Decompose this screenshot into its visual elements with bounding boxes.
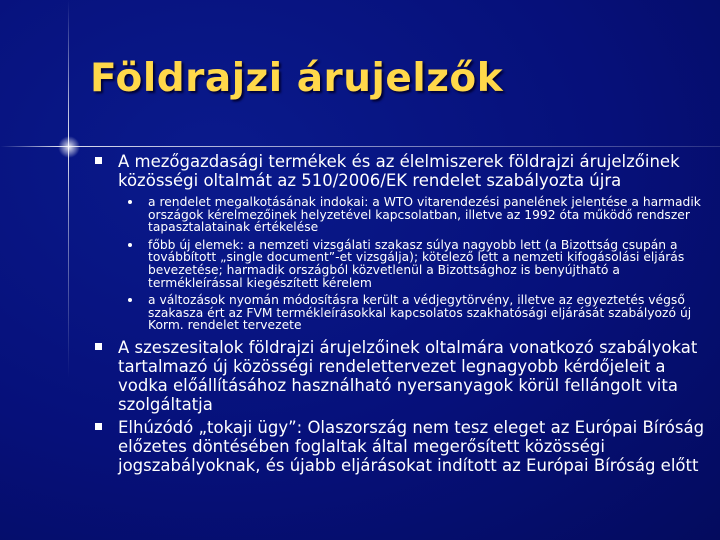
vertical-accent-line bbox=[68, 0, 69, 540]
cross-glow-decoration bbox=[58, 136, 80, 158]
bullet-3 bbox=[90, 418, 710, 475]
bullet-1-text: A mezőgazdasági termékek és az élelmiszerek földrajzi árujelzőinek közösségi oltalmát az 510/2006/EK rendelet szabályozta újra bbox=[118, 152, 680, 190]
bullet-1-subbullets bbox=[90, 196, 710, 332]
subbullet-2-text: főbb új elemek: a nemzeti vizsgálati szakasz súlya nagyobb lett (a Bizottság csupán a továbbított „single document”-et vizsgálja); kötelező lett a nemzeti kifogásolási eljárás bevezetése; harmadik országból közvetlenül a Bizottsághoz is benyújtható a termékleírással kiegészített kérelem bbox=[148, 237, 685, 290]
bullet-2-text: A szeszesitalok földrajzi árujelzőinek oltalmára vonatkozó szabályokat tartalmazó új közösségi rendelettervezet legnagyobb kérdőjeleit a vodka előállításához használható nyersanyagok körül fellángolt vita szolgáltatja bbox=[118, 337, 698, 414]
dot-bullet-icon bbox=[128, 200, 132, 204]
square-bullet-icon bbox=[95, 423, 102, 430]
dot-bullet-icon bbox=[128, 298, 132, 302]
slide-title: Földrajzi árujelzők bbox=[90, 56, 504, 101]
dot-bullet-icon bbox=[128, 243, 132, 247]
slide-content bbox=[90, 152, 710, 479]
subbullet-1 bbox=[90, 196, 710, 234]
horizontal-divider-line bbox=[0, 146, 720, 147]
bullet-1 bbox=[90, 152, 710, 190]
subbullet-3-text: a változások nyomán módosításra került a védjegytörvény, illetve az egyeztetés végső szakasza ért az FVM termékleírásokkal kapcsolatos szakhatósági eljárását szabályozó új Korm. rendelet tervezete bbox=[148, 293, 692, 333]
square-bullet-icon bbox=[95, 157, 102, 164]
subbullet-3 bbox=[90, 294, 710, 332]
bullet-2 bbox=[90, 338, 710, 414]
subbullet-2 bbox=[90, 239, 710, 289]
square-bullet-icon bbox=[95, 343, 102, 350]
subbullet-1-text: a rendelet megalkotásának indokai: a WTO vitarendezési panelének jelentése a harmadik országok kérelmezőinek helyzetével kapcsolatban, illetve az 1992 óta működő rendszer tapasztalatainak értékelése bbox=[148, 195, 701, 235]
bullet-3-text: Elhúzódó „tokaji ügy”: Olaszország nem tesz eleget az Európai Bíróság előzetes döntésében foglaltak által megerősített közösségi jogszabályoknak, és újabb eljárásokat indított az Európai Bíróság előtt bbox=[118, 417, 705, 475]
